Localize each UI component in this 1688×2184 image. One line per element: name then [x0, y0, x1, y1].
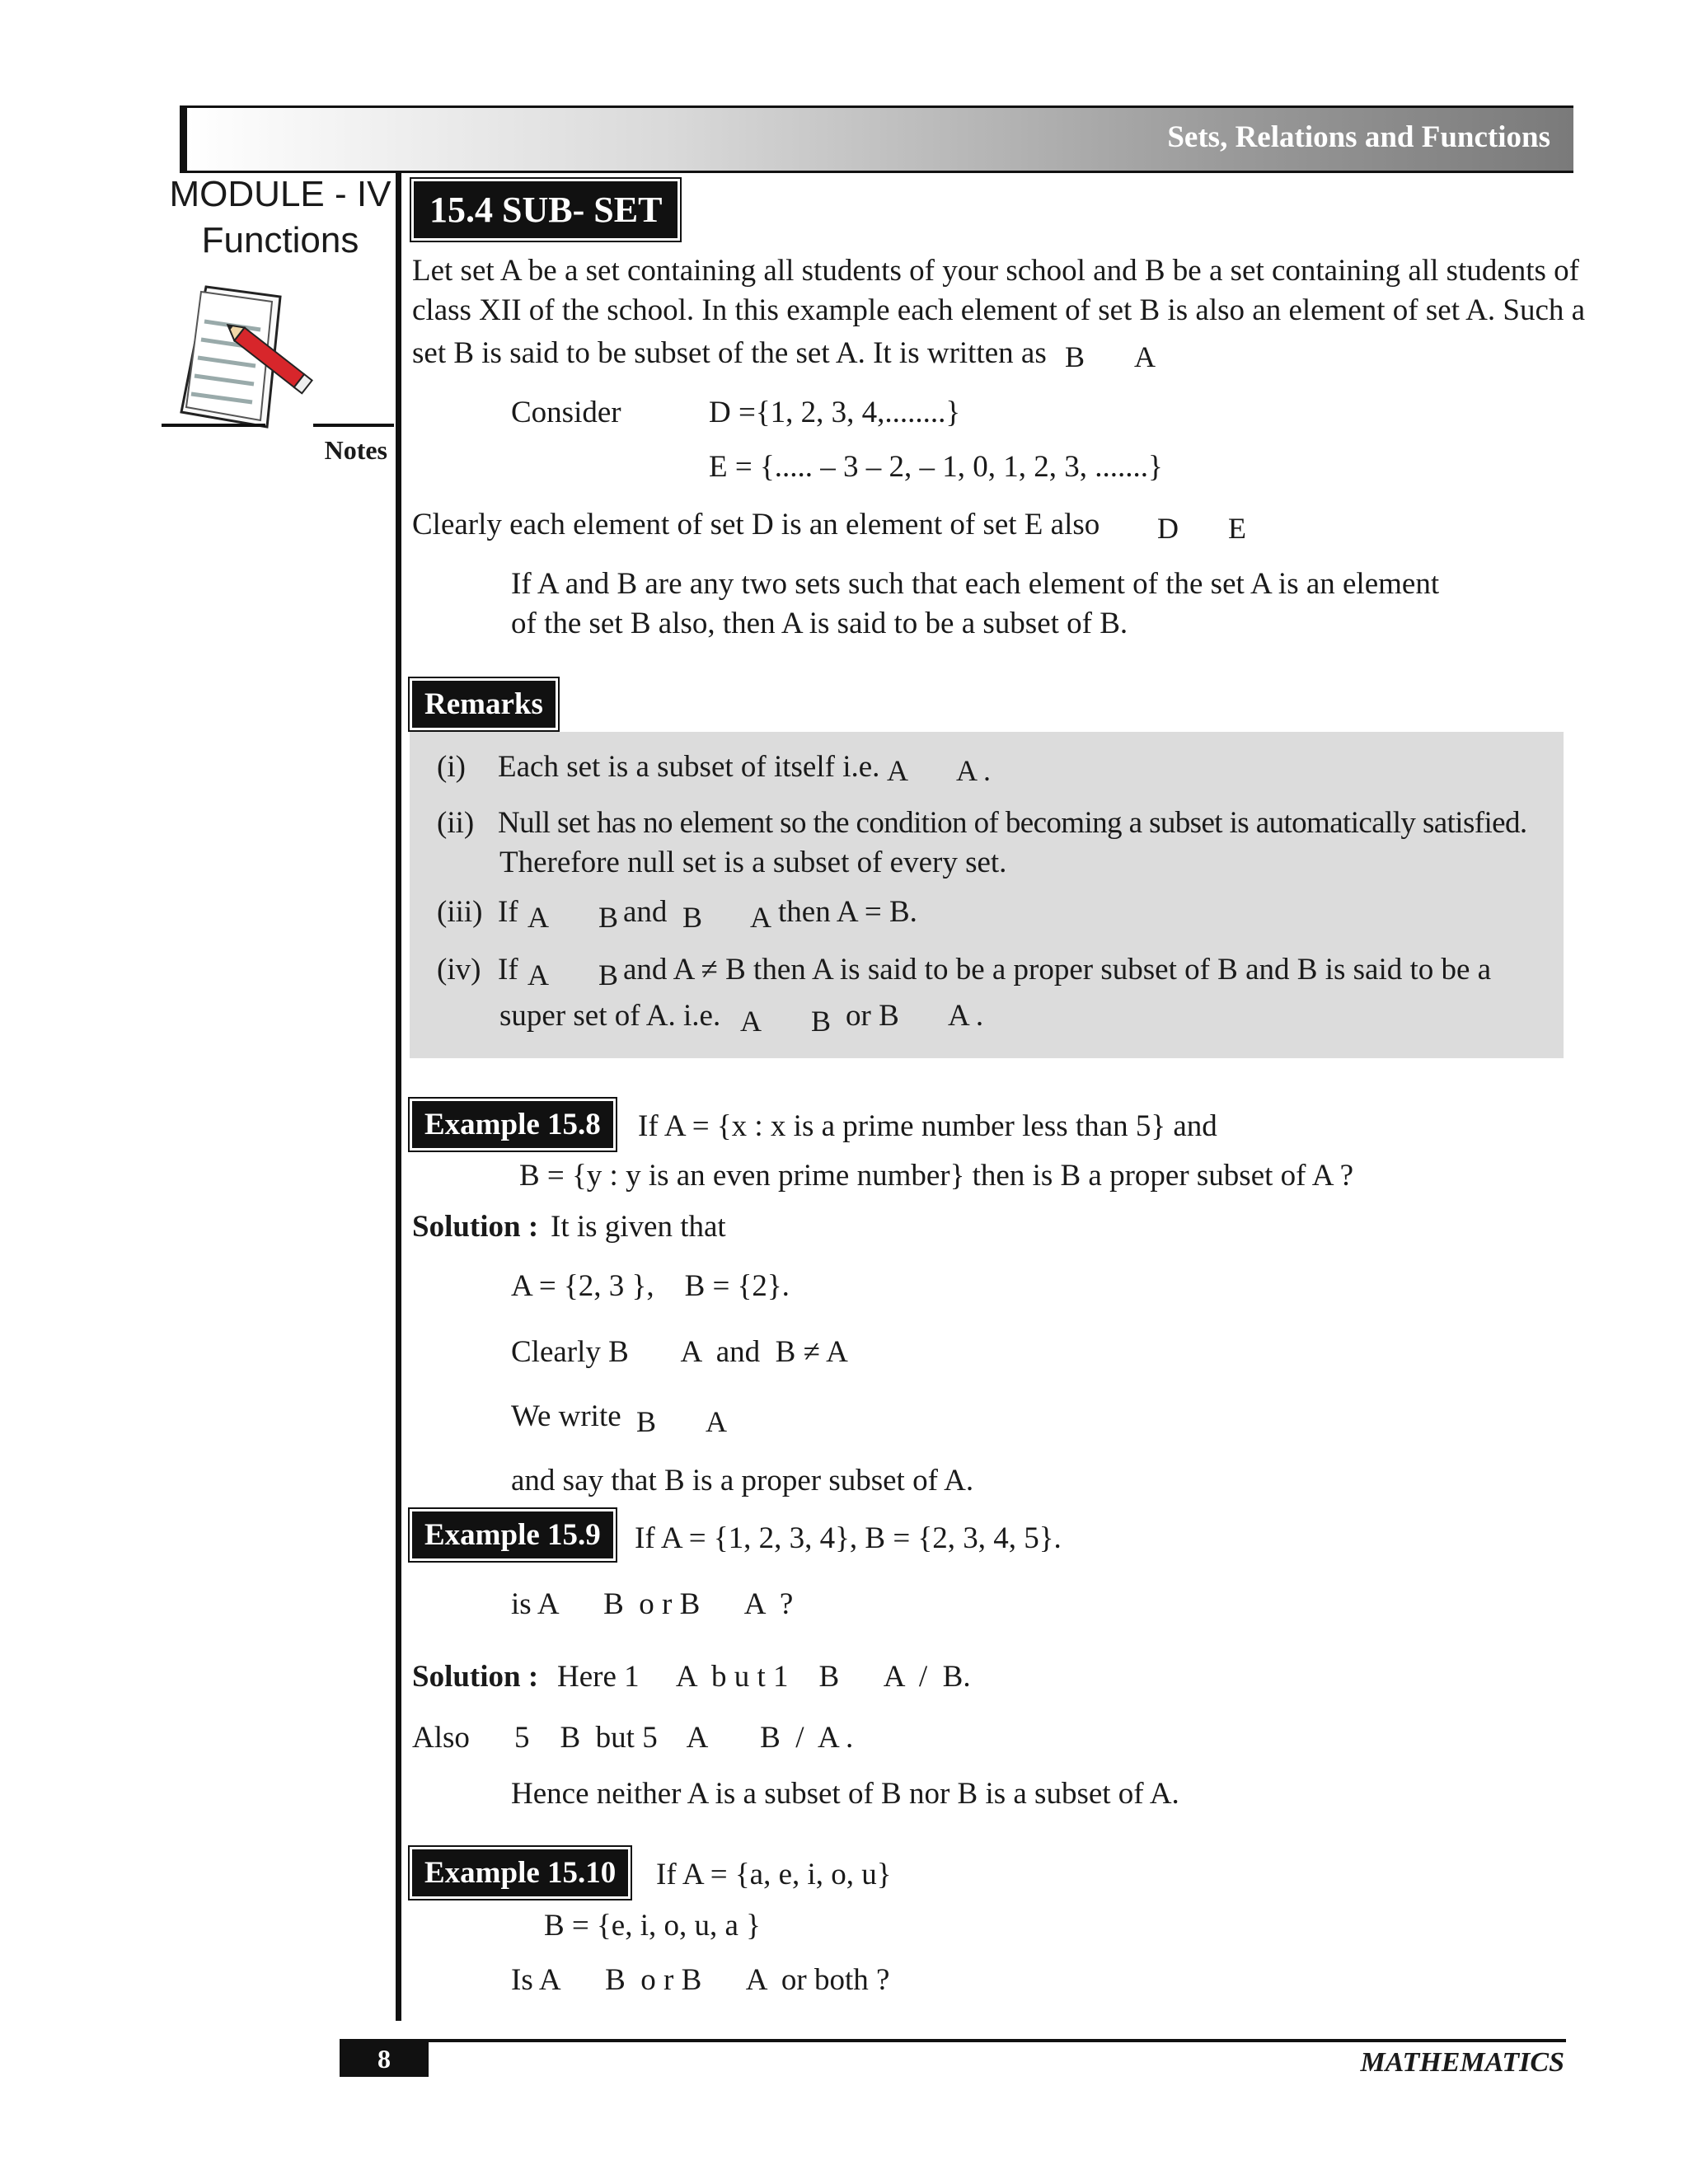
remark-1-a2: A .: [956, 754, 992, 787]
example-15-10-title: Example 15.10: [412, 1849, 628, 1896]
section-title: 15.4 SUB- SET: [414, 181, 678, 238]
example-15-8-step-3-a: A: [706, 1405, 727, 1438]
example-15-9-title: Example 15.9: [412, 1511, 613, 1558]
example-15-8-solution-text: It is given that: [551, 1210, 726, 1244]
clearly-math-e: E: [1228, 512, 1246, 545]
header-bar: [180, 105, 1573, 173]
remark-3-a: A: [528, 901, 549, 934]
intro-line-2: class XII of the school. In this example each element of set B is also an element of set A. Such a: [412, 293, 1586, 327]
remark-1-number: (i): [437, 750, 466, 784]
remark-4-a: A: [528, 958, 549, 991]
example-15-9-also-label: Also: [412, 1721, 470, 1755]
example-15-10-question-1: If A = {a, e, i, o, u}: [656, 1858, 892, 1891]
notes-pencil-icon: [175, 280, 323, 437]
example-15-9-question-1: If A = {1, 2, 3, 4}, B = {2, 3, 4, 5}.: [635, 1521, 1062, 1555]
example-15-9-step-2: 5 B but 5 A B / A .: [514, 1721, 854, 1755]
example-15-9-solution-label: Solution :: [412, 1660, 539, 1694]
remarks-title: Remarks: [412, 681, 556, 728]
intro-math-a: A: [1134, 340, 1156, 373]
remark-4-line-2: super set of A. i.e.: [499, 999, 721, 1033]
remark-4-a3: A: [740, 1005, 762, 1038]
example-15-9-question-2: is A B o r B A ?: [511, 1587, 794, 1621]
intro-line-1: Let set A be a set containing all students of your school and B be a set containing all students of: [412, 254, 1579, 288]
example-15-8-step-3: We write: [511, 1399, 621, 1433]
remark-3-number: (iii): [437, 895, 483, 929]
margin-rule: [396, 173, 401, 2021]
page-number: 8: [340, 2041, 429, 2077]
remark-4-rest: and A ≠ B then A is said to be a proper subset of B and B is said to be a: [623, 953, 1492, 987]
remark-4-b: B: [598, 958, 619, 991]
example-15-8-question-1: If A = {x : x is a prime number less than 5} and: [638, 1109, 1217, 1143]
example-15-9-step-1: Here 1 A b u t 1 B A / B.: [557, 1660, 971, 1694]
footer-subject: MATHEMATICS: [1360, 2047, 1564, 2078]
clearly-text: Clearly each element of set D is an element of set E also: [412, 508, 1100, 541]
example-15-8-step-1: A = {2, 3 }, B = {2}.: [511, 1269, 790, 1303]
remark-3-if: If: [498, 895, 518, 929]
module-label: [165, 171, 396, 264]
remark-4-b3: B: [811, 1005, 832, 1038]
remark-4-a4: A .: [948, 999, 984, 1033]
remark-2-number: (ii): [437, 806, 475, 840]
module-topic: Functions: [201, 220, 359, 260]
intro-math-b: B: [1065, 340, 1085, 373]
module-number: MODULE - IV: [169, 174, 392, 214]
definition-line-2: of the set B also, then A is said to be a subset of B.: [511, 607, 1128, 640]
set-e: E = {..... – 3 – 2, – 1, 0, 1, 2, 3, .......}: [709, 450, 1163, 484]
clearly-math-d: D: [1157, 512, 1179, 545]
remark-2-line-1: Null set has no element so the condition of becoming a subset is automatically satisfied.: [498, 806, 1527, 840]
remark-3-b: B: [598, 901, 619, 934]
remark-1-text: Each set is a subset of itself i.e.: [498, 750, 880, 784]
example-15-10-question-3: Is A B o r B A or both ?: [511, 1963, 890, 1997]
remark-1-a: A: [887, 754, 908, 787]
consider-label: Consider: [511, 396, 621, 429]
notes-label: Notes: [324, 435, 387, 465]
remark-3-and: and: [623, 895, 668, 929]
notes-divider-right: [313, 424, 394, 427]
notes-divider-left: [162, 424, 265, 427]
remark-3-then: then A = B.: [778, 895, 917, 929]
remark-4-or: or B: [846, 999, 899, 1033]
intro-line-3: set B is said to be subset of the set A. It is written as: [412, 336, 1047, 370]
remark-4-if: If: [498, 953, 518, 987]
example-15-8-title: Example 15.8: [412, 1101, 613, 1148]
example-15-9-step-3: Hence neither A is a subset of B nor B is a subset of A.: [511, 1777, 1179, 1811]
footer-rule: [340, 2039, 1566, 2042]
remark-2-line-2: Therefore null set is a subset of every set.: [499, 846, 1007, 879]
running-title: Sets, Relations and Functions: [1167, 120, 1550, 154]
example-15-10-question-2: B = {e, i, o, u, a }: [544, 1909, 761, 1943]
example-15-8-solution-label: Solution :: [412, 1210, 539, 1244]
set-d: D ={1, 2, 3, 4,........}: [709, 396, 961, 429]
example-15-8-step-2: Clearly B A and B ≠ A: [511, 1335, 848, 1369]
definition-line-1: If A and B are any two sets such that each element of the set A is an element: [511, 567, 1440, 601]
remark-4-number: (iv): [437, 953, 481, 987]
example-15-8-step-3-b: B: [636, 1405, 657, 1438]
example-15-8-step-4: and say that B is a proper subset of A.: [511, 1464, 974, 1497]
example-15-8-question-2: B = {y : y is an even prime number} then is B a proper subset of A ?: [519, 1159, 1354, 1193]
remark-3-a2: A: [750, 901, 771, 934]
remark-3-b2: B: [682, 901, 703, 934]
